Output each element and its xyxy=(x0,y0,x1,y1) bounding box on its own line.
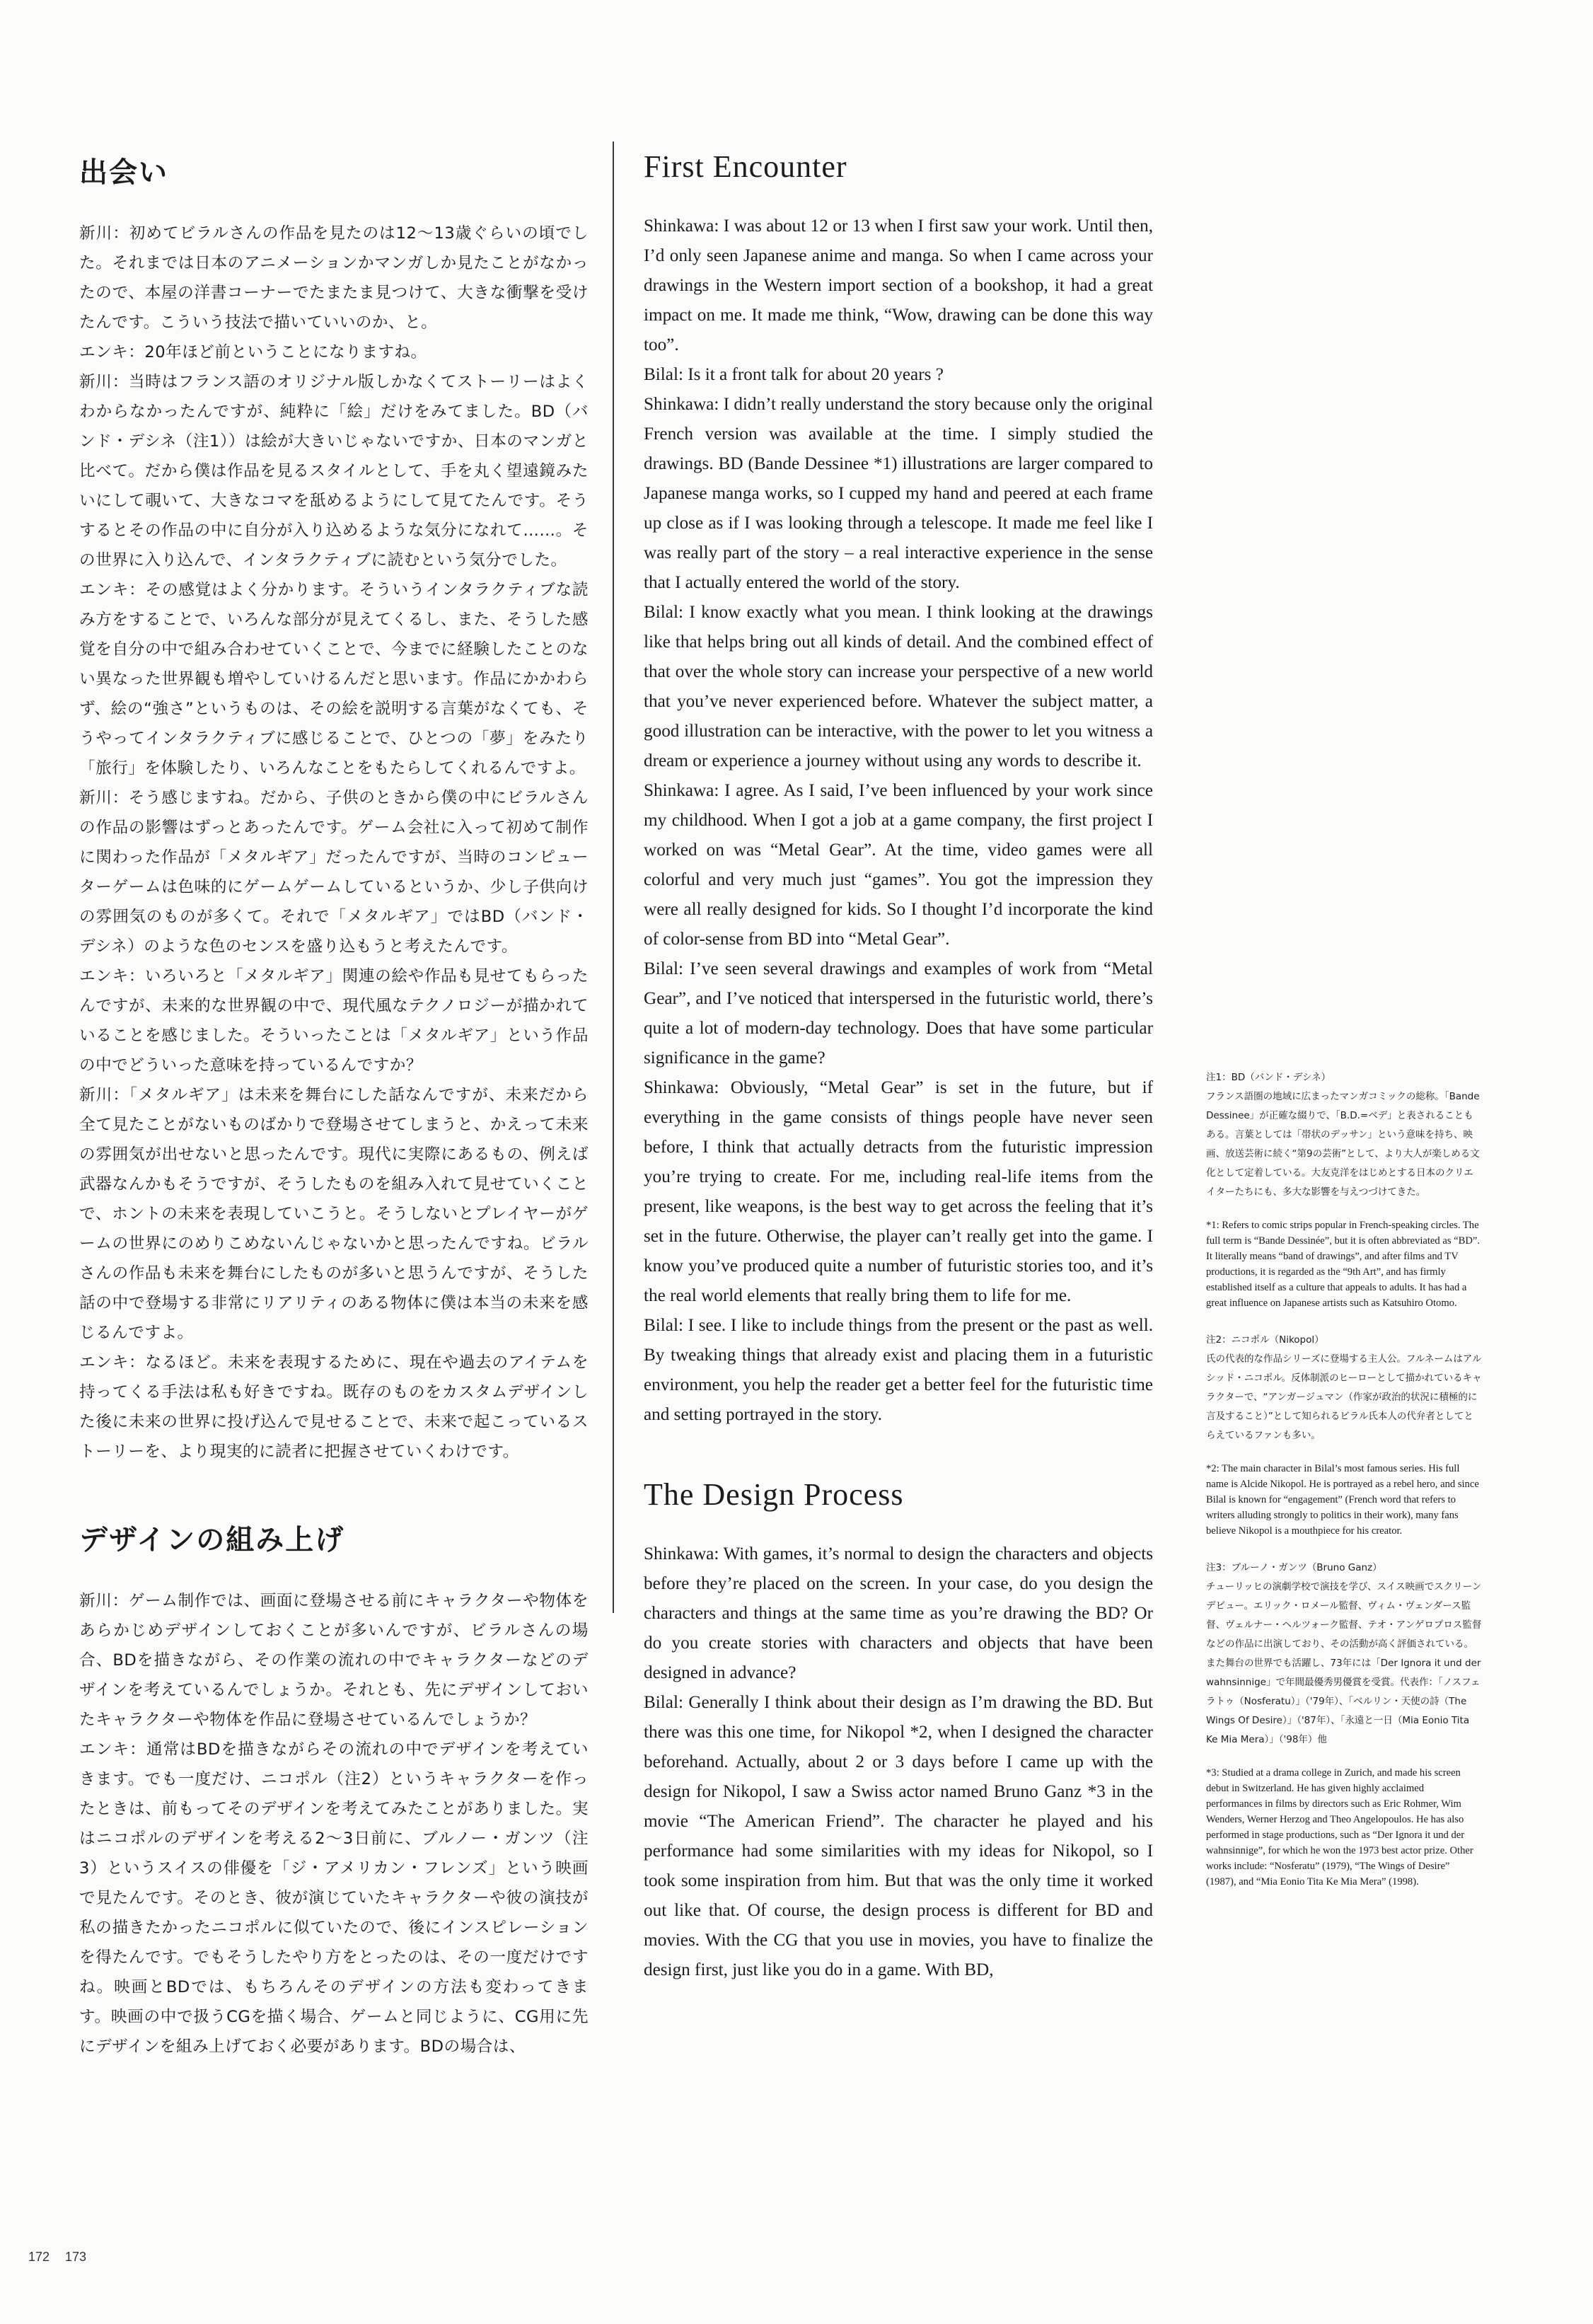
page-number-right: 173 xyxy=(65,2250,87,2264)
ja-paragraph: 新川：ゲーム制作では、画面に登場させる前にキャラクターや物体をあらかじめデザインしておくことが多いんですが、ビラルさんの場合、BDを描きながら、その作業の流れの中でキャラクターなどのデザインを考えているんでしょうか。それとも、先にデザインしておいたキャラクターや物体を作品に登場させているんでしょうか？ xyxy=(79,1592,589,1729)
ja-section1-title: 出会い xyxy=(79,156,168,189)
en-paragraph: Bilal: I see. I like to include things from the present or the past as well. By tweaking things that already exist and placing them in a futuristic environment, you help the reader get a better feel for the futuristic time and setting portrayed in the story. xyxy=(644,1316,1153,1424)
ja-paragraph: エンキ：通常はBDを描きながらその流れの中でデザインを考えていきます。でも一度だけ、ニコポル（注2）というキャラクターを作ったときは、前もってそのデザインを考えてみたことがありました。実はニコポルのデザインを考える2〜3日前に、ブルノー・ガンツ（注3）というスイスの俳優を「ジ・アメリカン・フレンズ」という映画で見たんです。そのとき、彼が演じていたキャラクターや彼の演技が私の描きたかったニコポルに似ていたので、後にインスピレーションを得たんです。でもそうしたやり方をとったのは、その一度だけですね。映画とBDでは、もちろんそのデザインの方法も変わってきます。映画の中で扱うCGを描く場合、ゲームと同じように、CG用に先にデザインを組み上げておく必要があります。BDの場合は、 xyxy=(79,1740,589,2056)
japanese-column xyxy=(79,141,589,2062)
page-number-left: 172 xyxy=(28,2250,50,2264)
en-paragraph: Shinkawa: I didn’t really understand the story because only the original French version was available at the time. I simply studied the drawings. BD (Bande Dessinee *1) illustrations are larger compared to Japanese manga works, so I cupped my hand and peered at each frame up close as if I was looking through a telescope. It made me feel like I was really part of the story – a real interactive experience in the sense that I actually entered the world of the story. xyxy=(644,395,1153,592)
note-ja-text: チューリッヒの演劇学校で演技を学び、スイス映画でスクリーンデビュー。エリック・ロメール監督、ヴィム・ヴェンダース監督、ヴェルナー・ヘルツォーク監督、テオ・アンゲロプロス監督などの作品に出演しており、その活動が高く評価されている。また舞台の世界でも活躍し、73年には「Der Ignora it und der wahnsinnige」で年間最優秀男優賞を受賞。代表作：「ノスフェラトゥ（Nosferatu）」（'79年）、「ベルリン・天使の詩（The Wings Of Desire）」（'87年）、「永遠と一日（Mia Eonio Tita Ke Mia Mera）」（'98年）他 xyxy=(1206,1581,1482,1745)
en-paragraph: Bilal: Generally I think about their design as I’m drawing the BD. But there was this one time, for Nikopol *2, when I designed the character beforehand. Actually, about 2 or 3 days before I came up with the design for Nikopol, I saw a Swiss actor named Bruno Ganz *3 in the movie “The American Friend”. The character he played and his performance had some similarities with my ideas for Nikopol, so I took some inspiration from him. But that was the only time it worked out like that. Of course, the design process is different for BD and movies. With the CG that you use in movies, you have to finalize the design first, just like you do in a game. With BD, xyxy=(644,1693,1153,1979)
ja-paragraph: エンキ：なるほど。未来を表現するために、現在や過去のアイテムを持ってくる手法は私も好きですね。既存のものをカスタムデザインした後に未来の世界に投げ込んで見せることで、未来で起こっているストーリーを、より現実的に読者に把握させていくわけです。 xyxy=(79,1353,589,1461)
en-paragraph: Bilal: Is it a front talk for about 20 years ? xyxy=(644,365,944,384)
ja-paragraph: 新川：「メタルギア」は未来を舞台にした話なんですが、未来だから全て見たことがないものばかりで登場させてしまうと、かえって未来の雰囲気が出せないと思ったんです。現代に実際にあるもの、例えば武器なんかもそうですが、そうしたものを組み入れて見せていくことで、ホントの未来を表現していこうと。そうしないとプレイヤーがゲームの世界にのめりこめないんじゃないかと思ったんですね。ビラルさんの作品も未来を舞台にしたものが多いと思うんですが、そうした話の中で登場する非常にリアリティのある物体に僕は本当の未来を感じるんですよ。 xyxy=(79,1086,589,1342)
note-ja-text: フランス語圏の地域に広まったマンガコミックの総称。「Bande Dessinee」が正確な綴りで、「B.D.=ベデ」と表されることもある。言葉としては「帯状のデッサン」という意味を持ち、映画、放送芸術に続く“第9の芸術”として、より大人が楽しめる文化として定着している。大友克洋をはじめとする日本のクリエイターたちにも、多大な影響を与えつづけてきた。 xyxy=(1206,1091,1480,1198)
note-ja-title: 注3：ブルーノ・ガンツ（Bruno Ganz） xyxy=(1206,1562,1382,1573)
en-paragraph: Bilal: I know exactly what you mean. I think looking at the drawings like that helps bring out all kinds of detail. And the combined effect of that over the whole story can increase your perspective of a new world that you’ve never experienced before. Whatever the subject matter, a good illustration can be interactive, with the power to let you witness a dream or experience a journey without using any words to describe it. xyxy=(644,603,1153,770)
ja-paragraph: 新川：当時はフランス語のオリジナル版しかなくてストーリーはよくわからなかったんですが、純粋に「絵」だけをみてました。BD（バンド・デシネ（注1））は絵が大きいじゃないですか、日本のマンガと比べて。だから僕は作品を見るスタイルとして、手を丸く望遠鏡みたいにして覗いて、大きなコマを舐めるようにして見てたんです。そうするとその作品の中に自分が入り込めるような気分になれて……。その世界に入り込んで、インタラクティブに読むという気分でした。 xyxy=(79,373,589,570)
en-paragraph: Shinkawa: Obviously, “Metal Gear” is set in the future, but if everything in the game consists of things people have never seen before, I think that actually detracts from the futuristic impression you’re trying to create. For me, including real-life items from the present, like weapons, is the best way to get across the feeling that it’s set in the future. Otherwise, the player can’t really get into the game. I know you’ve produced quite a number of futuristic stories too, and it’s the real world elements that really bring them to life for me. xyxy=(644,1078,1153,1305)
note-1 xyxy=(1206,1068,1482,1311)
en-paragraph: Shinkawa: With games, it’s normal to design the characters and objects before they’re placed on the screen. In your case, do you design the characters and things at the same time as you’re drawing the BD? Or do you create stories with characters and objects that have been designed in advance? xyxy=(644,1544,1153,1682)
en-paragraph: Bilal: I’ve seen several drawings and examples of work from “Metal Gear”, and I’ve noticed that interspersed in the futuristic world, there’s quite a lot of modern-day technology. Does that have some particular significance in the game? xyxy=(644,959,1153,1068)
ja-paragraph: エンキ：いろいろと「メタルギア」関連の絵や作品も見せてもらったんですが、未来的な世界観の中で、現代風なテクノロジーが描かれていることを感じました。そういったことは「メタルギア」という作品の中でどういった意味を持っているんですか？ xyxy=(79,967,589,1075)
ja-paragraph: 新川：初めてビラルさんの作品を見たのは12〜13歳ぐらいの頃でした。それまでは日本のアニメーションかマンガしか見たことがなかったので、本屋の洋書コーナーでたまたま見つけて、大きな衝撃を受けたんです。こういう技法で描いていいのか、と。 xyxy=(79,224,589,332)
en-paragraph: Shinkawa: I was about 12 or 13 when I first saw your work. Until then, I’d only seen Japanese anime and manga. So when I came across your drawings in the Western import section of a bookshop, it had a great impact on me. It made me think, “Wow, drawing can be done this way too”. xyxy=(644,216,1153,354)
note-2 xyxy=(1206,1331,1482,1539)
en-section1-title: First Encounter xyxy=(644,149,847,184)
note-en-text: *3: Studied at a drama college in Zurich, and made his screen debut in Switzerland. He has given highly acclaimed performances in films by directors such as Eric Rohmer, Wim Wenders, Werner Herzog and Theo Angelopoulos. He has also performed in stage productions, such as “Der Ignora it und der wahnsinnige”, for which he won the 1973 best actor prize. Other works include: “Nosferatu” (1979), “The Wings of Desire” (1987), and “Mia Eonio Tita Ke Mia Mera” (1998). xyxy=(1206,1767,1473,1887)
english-column xyxy=(644,141,1153,1985)
column-divider xyxy=(613,141,614,1613)
notes-column xyxy=(1206,1068,1482,1909)
ja-paragraph: 新川：そう感じますね。だから、子供のときから僕の中にビラルさんの作品の影響はずっとあったんです。ゲーム会社に入って初めて制作に関わった作品が「メタルギア」だったんですが、当時のコンピューターゲームは色味的にゲームゲームしているというか、少し子供向けの雰囲気のものが多くて。それで「メタルギア」ではBD（バンド・デシネ）のような色のセンスを盛り込もうと考えたんです。 xyxy=(79,789,589,956)
en-paragraph: Shinkawa: I agree. As I said, I’ve been influenced by your work since my childhood. When I got a job at a game company, the first project I worked on was “Metal Gear”. At the time, video games were all colorful and very much just “games”. You got the impression they were all really designed for kids. So I thought I’d incorporate the kind of color-sense from BD into “Metal Gear”. xyxy=(644,781,1153,949)
note-en-text: *2: The main character in Bilal’s most famous series. His full name is Alcide Nikopol. He is portrayed as a rebel hero, and since Bilal is known for “engagement” (French word that refers to writers alluding strongly to politics in their work), many fans believe Nikopol is a mouthpiece for his creator. xyxy=(1206,1463,1479,1537)
note-en-text: *1: Refers to comic strips popular in French-speaking circles. The full term is “Bande Dessinée”, but it is often abbreviated as “BD”. It literally means “band of drawings”, and after films and TV productions, it is regarded as the “9th Art”, and has firmly established itself as a culture that appeals to adults. It has had a great influence on Japanese artists such as Katsuhiro Otomo. xyxy=(1206,1220,1481,1309)
note-ja-title: 注2：ニコポル（Nikopol） xyxy=(1206,1334,1324,1346)
note-ja-text: 氏の代表的な作品シリーズに登場する主人公。フルネームはアルシッド・ニコポル。反体制派のヒーローとして描かれているキャラクターで、“アンガージュマン（作家が政治的状況に積極的に言及すること）”として知られるビラル氏本人の代弁者としてとらえているファンも多い。 xyxy=(1206,1353,1482,1441)
ja-section2-title: デザインの組み上げ xyxy=(79,1524,345,1556)
note-ja-title: 注1：BD（バンド・デシネ） xyxy=(1206,1072,1331,1083)
en-section2-title: The Design Process xyxy=(644,1477,904,1512)
ja-paragraph: エンキ：その感覚はよく分かります。そういうインタラクティブな読み方をすることで、いろんな部分が見えてくるし、また、そうした感覚を自分の中で組み合わせていくことで、今までに経験したことのない異なった世界観も増やしていけるんだと思います。作品にかかわらず、絵の“強さ”というものは、その絵を説明する言葉がなくても、そうやってインタラクティブに感じることで、ひとつの「夢」をみたり「旅行」を体験したり、いろんなことをもたらしてくれるんですよ。 xyxy=(79,581,589,777)
ja-paragraph: エンキ：20年ほど前ということになりますね。 xyxy=(79,343,427,362)
note-3 xyxy=(1206,1559,1482,1890)
